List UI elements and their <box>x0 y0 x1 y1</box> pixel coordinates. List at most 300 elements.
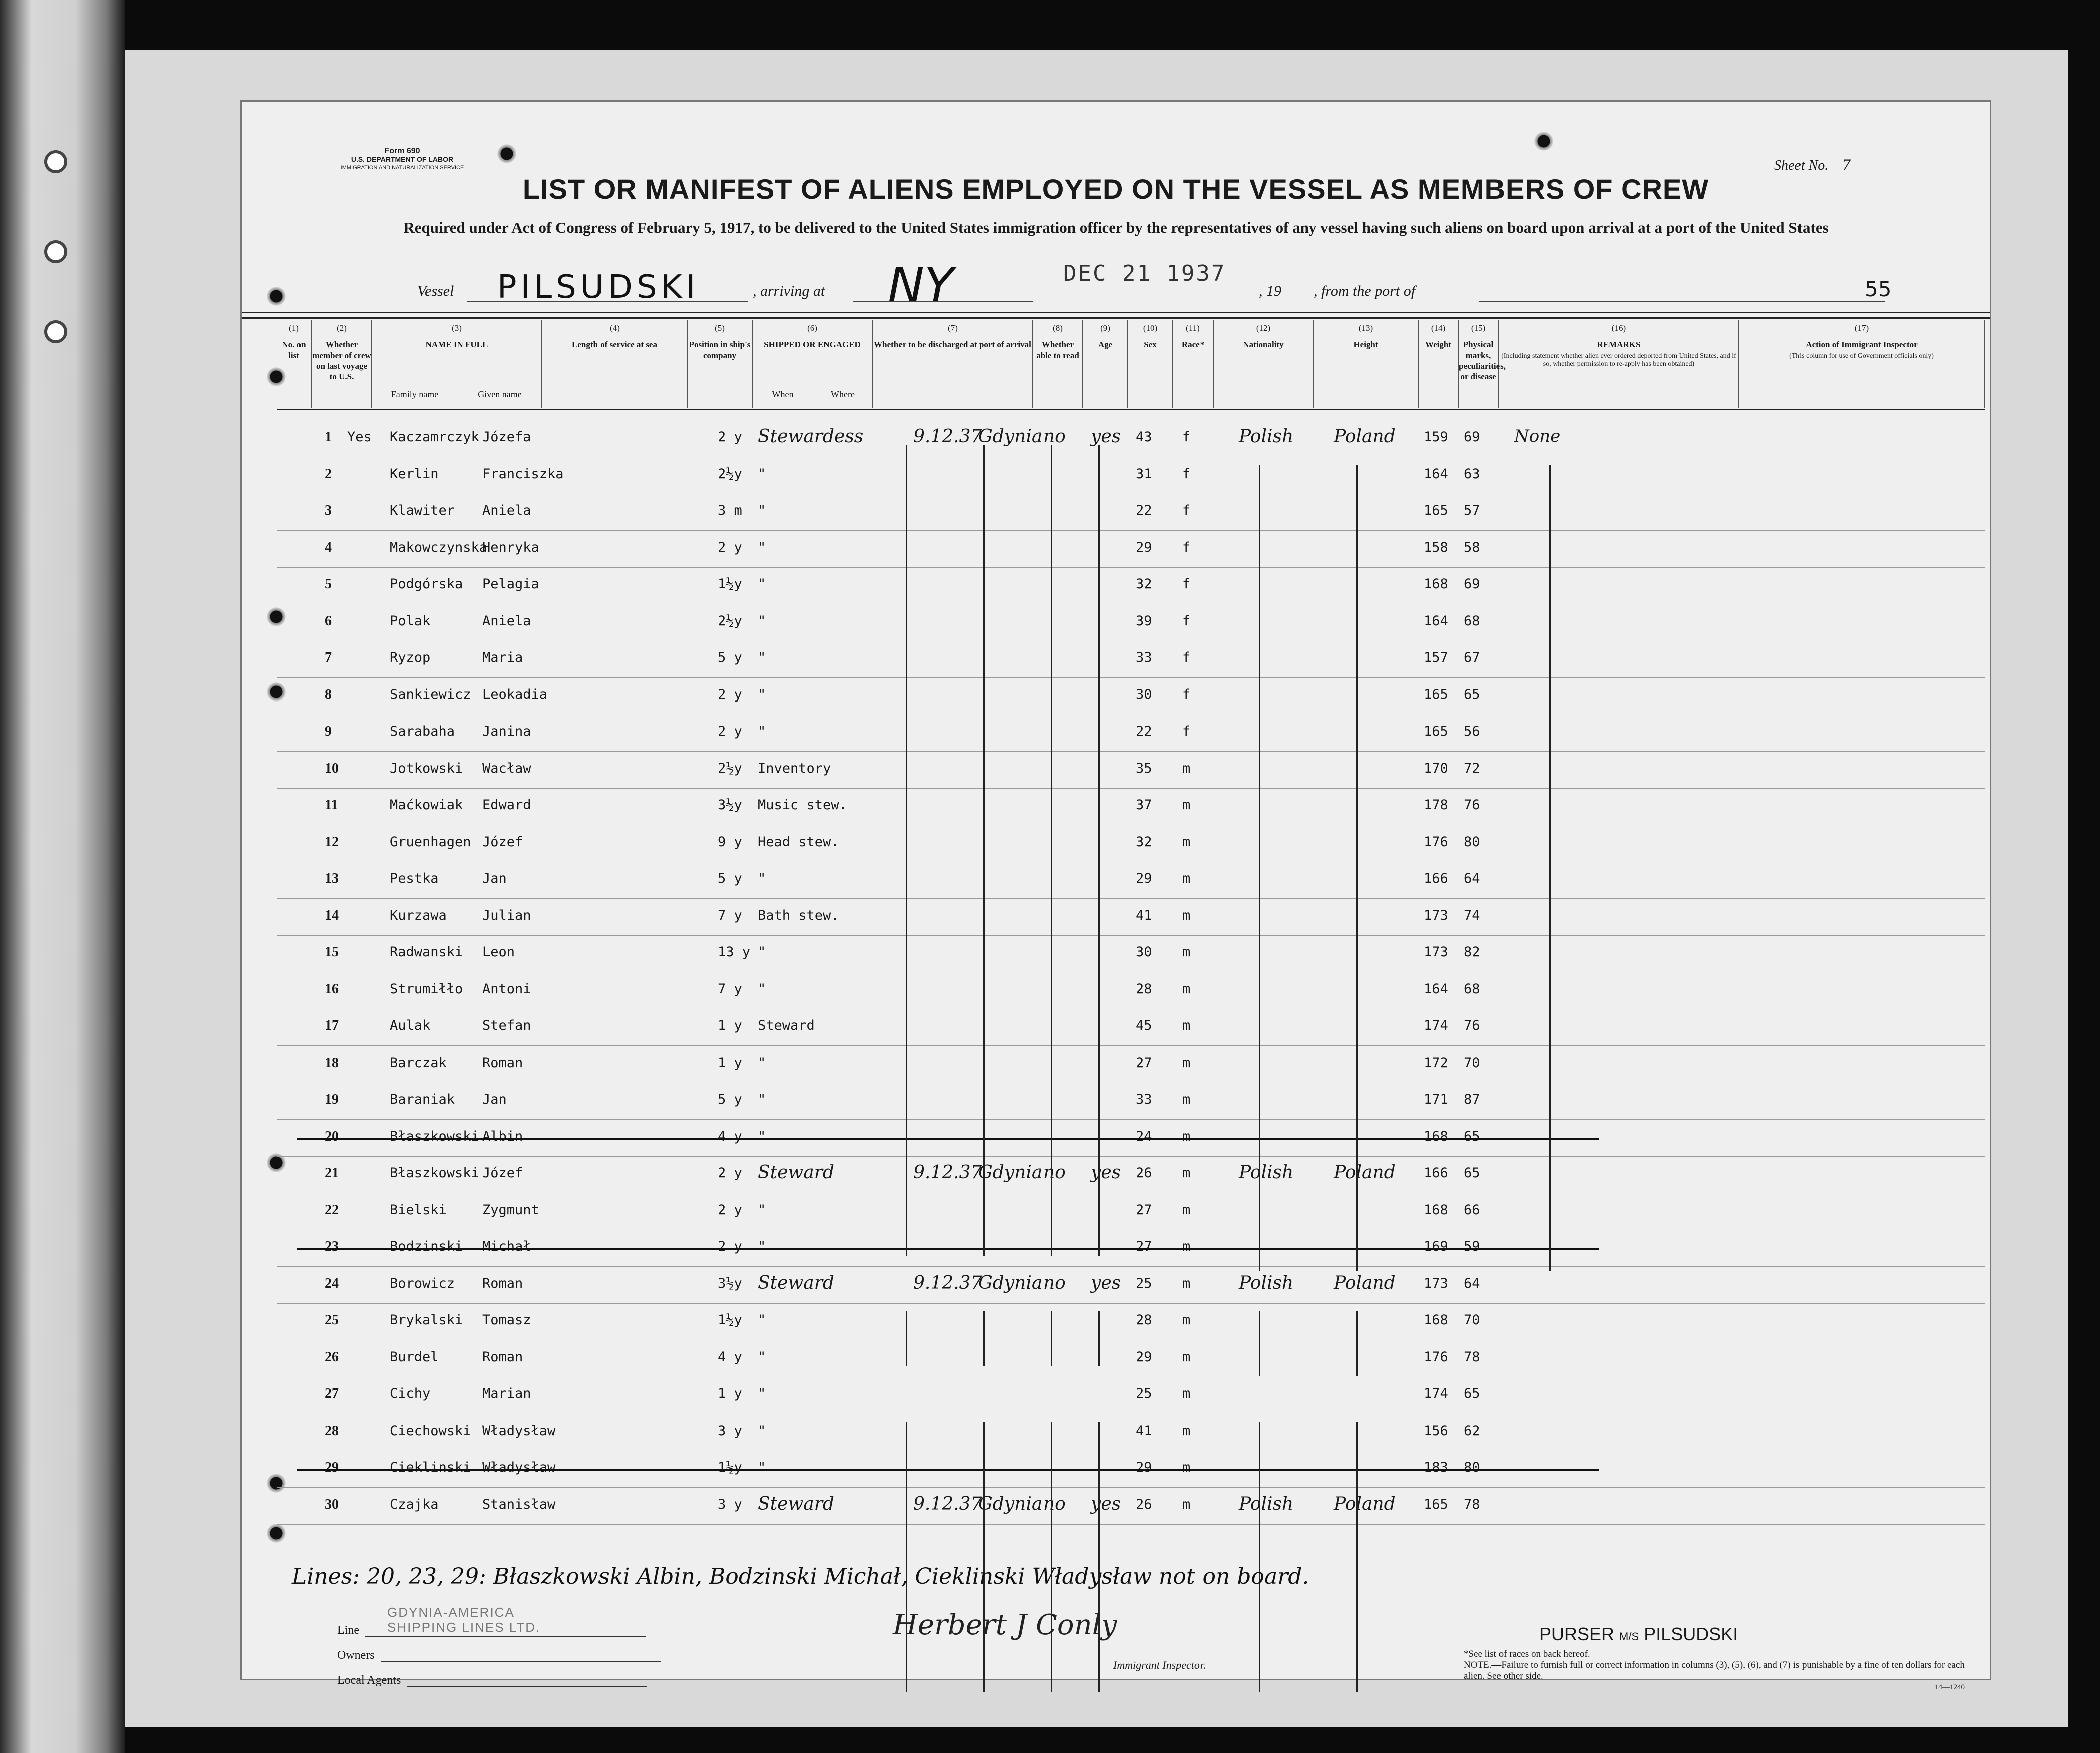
cell-no: 13 <box>325 871 339 886</box>
cell-where: Gdynia <box>978 426 1043 447</box>
column-label: Height <box>1353 340 1378 349</box>
column-label: SHIPPED OR ENGAGED <box>764 340 861 349</box>
cell-given: Marian <box>482 1386 531 1401</box>
cell-sex: f <box>1182 466 1191 482</box>
sheet-number-label: Sheet No. <box>1774 158 1829 173</box>
cell-weight: 72 <box>1464 760 1480 776</box>
column-header <box>1459 320 1506 408</box>
document-subtitle: Required under Act of Congress of February 5, 1917, to be delivered to the United States immigration officer by the representatives of any vessel having such aliens on board upon arrival at a port of the United States <box>403 219 1829 236</box>
table-row <box>277 788 1985 825</box>
cell-height: 183 <box>1424 1460 1448 1475</box>
cell-weight: 80 <box>1464 834 1480 850</box>
cell-given: Aniela <box>482 613 531 629</box>
vessel-label: Vessel <box>417 283 454 299</box>
cell-discharged: no <box>1043 1162 1066 1183</box>
year-label: , 19 <box>1259 283 1281 299</box>
cell-sex: m <box>1182 1239 1191 1254</box>
cell-weight: 87 <box>1464 1092 1480 1107</box>
purser-label: PURSER <box>1539 1624 1615 1644</box>
cell-position: Steward <box>758 1272 834 1293</box>
column-number: (16) <box>1611 323 1626 333</box>
page-count: 55 <box>1865 277 1892 301</box>
cell-age: 31 <box>1136 466 1152 482</box>
binder-hole <box>44 320 67 343</box>
cell-family: Ryzop <box>390 650 431 665</box>
cell-family: Burdel <box>390 1349 439 1365</box>
column-number: (17) <box>1854 323 1869 333</box>
cell-weight: 70 <box>1464 1312 1480 1328</box>
cell-given: Władysław <box>482 1423 556 1439</box>
cell-no: 9 <box>325 724 332 739</box>
cell-weight: 57 <box>1464 503 1480 518</box>
cell-given: Leon <box>482 944 515 960</box>
strikethrough-line <box>297 1138 1599 1140</box>
cell-age: 32 <box>1136 834 1152 850</box>
cell-age: 41 <box>1136 907 1152 923</box>
cell-service: 1 y <box>718 1018 742 1033</box>
penalty-note: NOTE.—Failure to furnish full or correct information in columns (3), (5), (6), and (7) is punishable by a fine of ten dollars for each alien. See other side. <box>1464 1660 1965 1681</box>
cell-family: Podgórska <box>390 576 463 592</box>
cell-given: Jan <box>482 1092 507 1107</box>
cell-weight: 67 <box>1464 650 1480 665</box>
cell-age: 27 <box>1136 1202 1152 1218</box>
cell-race: Polish <box>1239 1493 1294 1514</box>
cell-family: Barczak <box>390 1055 447 1071</box>
table-header-rule <box>277 409 1985 410</box>
cell-weight: 69 <box>1464 429 1480 445</box>
cell-weight: 65 <box>1464 1165 1480 1181</box>
cell-race: Polish <box>1239 1272 1294 1293</box>
cell-no: 4 <box>325 539 332 555</box>
cell-service: 4 y <box>718 1128 742 1144</box>
cell-given: Władysław <box>482 1460 556 1475</box>
cell-sex: m <box>1182 1055 1191 1071</box>
cell-family: Sarabaha <box>390 724 455 739</box>
table-row <box>277 1009 1985 1046</box>
arriving-label: , arriving at <box>753 283 825 299</box>
cell-given: Aniela <box>482 503 531 518</box>
ditto-stroke <box>1051 1422 1052 1692</box>
cell-sex: f <box>1182 613 1191 629</box>
cell-no: 19 <box>325 1092 339 1107</box>
table-row <box>277 1488 1985 1525</box>
line-label: Line <box>337 1624 359 1637</box>
cell-weight: 65 <box>1464 1128 1480 1144</box>
cell-given: Roman <box>482 1275 523 1291</box>
cell-sex: m <box>1182 944 1191 960</box>
company-type: SHIPPING LINES LTD. <box>387 1620 541 1635</box>
cell-position: " <box>758 1128 766 1144</box>
ditto-stroke <box>1356 465 1358 1271</box>
column-header <box>688 320 753 408</box>
ditto-stroke <box>1098 1311 1100 1366</box>
handwritten-not-on-board-note: Lines: 20, 23, 29: Błaszkowski Albin, Bodzinski Michał, Cieklinski Władysław not on board. <box>292 1564 1309 1589</box>
column-number: (6) <box>807 323 817 333</box>
cell-age: 27 <box>1136 1055 1152 1071</box>
column-number: (11) <box>1186 323 1200 333</box>
cell-no: 24 <box>325 1275 339 1291</box>
cell-family: Błaszkowski <box>390 1128 479 1144</box>
cell-no: 11 <box>325 797 338 813</box>
cell-given: Franciszka <box>482 466 564 482</box>
cell-service: 1½y <box>718 576 742 592</box>
column-number: (13) <box>1358 323 1373 333</box>
column-label: Race* <box>1181 340 1205 349</box>
cell-given: Jan <box>482 871 507 886</box>
cell-no: 18 <box>325 1055 339 1071</box>
cell-weight: 68 <box>1464 613 1480 629</box>
column-label: Physical marks, peculiarities, or disease <box>1459 340 1506 381</box>
cell-family: Kerlin <box>390 466 439 482</box>
cell-service: 2½y <box>718 466 742 482</box>
cell-weight: 76 <box>1464 1018 1480 1033</box>
cell-age: 37 <box>1136 797 1152 813</box>
cell-height: 165 <box>1424 686 1448 703</box>
cell-discharged: no <box>1043 426 1066 447</box>
cell-position: Head stew. <box>758 834 839 850</box>
cell-discharged: no <box>1043 1493 1066 1514</box>
vessel-name: PILSUDSKI <box>497 269 700 306</box>
cell-read: yes <box>1091 1162 1121 1183</box>
cell-position: " <box>758 466 766 482</box>
cell-position: " <box>758 576 766 592</box>
cell-when: 9.12.37 <box>913 426 982 447</box>
column-sublabel: Where <box>831 389 855 399</box>
column-number: (8) <box>1053 323 1063 333</box>
cell-position: " <box>758 1055 766 1071</box>
table-row <box>277 972 1985 1009</box>
cell-service: 1 y <box>718 1386 742 1401</box>
cell-family: Bodzinski <box>390 1239 463 1254</box>
cell-no: 5 <box>325 576 332 592</box>
cell-sex: m <box>1182 760 1191 776</box>
cell-service: 5 y <box>718 650 742 665</box>
cell-read: yes <box>1091 1493 1121 1514</box>
column-header <box>1314 320 1419 408</box>
company-name: GDYNIA-AMERICA <box>387 1605 515 1620</box>
cell-given: Józef <box>482 1165 523 1181</box>
cell-no: 29 <box>325 1460 339 1475</box>
ditto-stroke <box>1259 465 1260 1271</box>
cell-where: Gdynia <box>978 1272 1043 1293</box>
cell-height: 158 <box>1424 539 1448 555</box>
cell-service: 1 y <box>718 1055 742 1071</box>
cell-service: 3½y <box>718 1275 742 1291</box>
cell-position: " <box>758 1423 766 1439</box>
cell-family: Błaszkowski <box>390 1165 479 1181</box>
cell-given: Wacław <box>482 760 531 776</box>
cell-sex: m <box>1182 1349 1191 1365</box>
table-row <box>277 1377 1985 1414</box>
cell-no: 6 <box>325 613 332 629</box>
cell-weight: 78 <box>1464 1349 1480 1365</box>
cell-position: " <box>758 503 766 518</box>
cell-given: Stefan <box>482 1018 531 1033</box>
cell-position: " <box>758 871 766 886</box>
ditto-stroke <box>1259 1422 1260 1692</box>
table-row <box>277 604 1985 641</box>
cell-given: Antoni <box>482 981 531 997</box>
inspector-label: Immigrant Inspector. <box>1113 1659 1206 1671</box>
cell-height: 172 <box>1424 1055 1448 1071</box>
ditto-stroke <box>983 1422 985 1692</box>
cell-position: " <box>758 539 766 555</box>
cell-family: Brykalski <box>390 1312 463 1328</box>
cell-height: 164 <box>1424 466 1448 482</box>
column-header <box>277 320 312 408</box>
cell-position: " <box>758 1312 766 1328</box>
cell-weight: 82 <box>1464 944 1480 960</box>
agency-name: U.S. DEPARTMENT OF LABOR <box>351 155 454 163</box>
column-number: (10) <box>1143 323 1158 333</box>
cell-family: Aulak <box>390 1018 431 1033</box>
cell-weight: 66 <box>1464 1202 1480 1218</box>
column-label: Whether to be discharged at port of arrival <box>874 340 1031 349</box>
sheet-number-value: 7 <box>1842 157 1851 173</box>
cell-sex: m <box>1182 907 1191 923</box>
cell-height: 176 <box>1424 1349 1448 1365</box>
form-number: Form 690 <box>384 147 420 155</box>
from-port-rule <box>1479 301 1885 302</box>
table-row <box>277 1156 1985 1193</box>
cell-given: Tomasz <box>482 1312 531 1328</box>
cell-sex: m <box>1182 1165 1191 1181</box>
column-number: (15) <box>1471 323 1486 333</box>
cell-weight: 64 <box>1464 1275 1480 1291</box>
cell-service: 3 y <box>718 1423 742 1439</box>
form-code: 14—1240 <box>1935 1683 1965 1691</box>
cell-service: 1½y <box>718 1460 742 1475</box>
cell-age: 30 <box>1136 686 1152 703</box>
ditto-stroke <box>906 445 907 1256</box>
ditto-stroke <box>906 1311 907 1366</box>
column-number: (3) <box>452 323 462 333</box>
cell-sex: m <box>1182 1092 1191 1107</box>
header-rule <box>242 312 1990 319</box>
cell-age: 32 <box>1136 576 1152 592</box>
table-row <box>277 1230 1985 1267</box>
cell-position: " <box>758 613 766 629</box>
column-label: Length of service at sea <box>572 340 657 349</box>
column-sublabel: When <box>772 389 794 399</box>
cell-age: 35 <box>1136 760 1152 776</box>
cell-given: Pelagia <box>482 576 539 592</box>
strikethrough-line <box>297 1469 1599 1471</box>
agents-label: Local Agents <box>337 1674 401 1687</box>
ditto-stroke <box>1098 1422 1100 1692</box>
table-row <box>277 641 1985 678</box>
column-header <box>542 320 688 408</box>
column-header <box>1083 320 1128 408</box>
cell-age: 29 <box>1136 539 1152 555</box>
table-row <box>277 715 1985 752</box>
ditto-stroke <box>1356 1311 1358 1376</box>
cell-age: 26 <box>1136 1165 1152 1181</box>
cell-sex: m <box>1182 1128 1191 1144</box>
table-row <box>277 1083 1985 1120</box>
table-row <box>277 1267 1985 1304</box>
column-label: Nationality <box>1243 340 1284 349</box>
cell-sex: m <box>1182 1018 1191 1033</box>
from-port-label: , from the port of <box>1314 283 1416 299</box>
table-row <box>277 494 1985 531</box>
cell-given: Zygmunt <box>482 1202 539 1218</box>
cell-weight: 80 <box>1464 1460 1480 1475</box>
cell-position: " <box>758 944 766 960</box>
cell-given: Henryka <box>482 539 539 555</box>
cell-service: 4 y <box>718 1349 742 1365</box>
cell-no: 26 <box>325 1349 339 1365</box>
column-header <box>1214 320 1314 408</box>
cell-no: 15 <box>325 944 339 960</box>
cell-weight: 74 <box>1464 907 1480 923</box>
table-row <box>277 420 1985 457</box>
column-header <box>1173 320 1214 408</box>
table-row <box>277 1303 1985 1340</box>
cell-family: Czajka <box>390 1496 439 1512</box>
cell-family: Sankiewicz <box>390 686 471 703</box>
cell-no: 21 <box>325 1165 339 1181</box>
cell-no: 12 <box>325 834 339 850</box>
cell-no: 14 <box>325 907 339 923</box>
cell-service: 7 y <box>718 907 742 923</box>
cell-height: 165 <box>1424 503 1448 518</box>
cell-height: 171 <box>1424 1092 1448 1107</box>
cell-sex: m <box>1182 1386 1191 1401</box>
strikethrough-line <box>297 1248 1599 1250</box>
cell-prev: Yes <box>347 429 372 445</box>
cell-height: 173 <box>1424 944 1448 960</box>
cell-given: Julian <box>482 907 531 923</box>
column-sublabel: Family name <box>391 389 439 399</box>
cell-nationality: Poland <box>1334 1162 1396 1183</box>
cell-position: " <box>758 724 766 739</box>
cell-no: 22 <box>325 1202 339 1218</box>
column-sublabel: (Including statement whether alien ever ordered deported from United States, and if so, whether permission to re-apply has been obtained) <box>1501 352 1736 368</box>
cell-height: 159 <box>1424 429 1448 445</box>
cell-marks: None <box>1514 426 1561 446</box>
cell-position: " <box>758 650 766 665</box>
cell-no: 23 <box>325 1239 339 1254</box>
cell-where: Gdynia <box>978 1493 1043 1514</box>
table-row <box>277 531 1985 568</box>
cell-no: 20 <box>325 1128 339 1144</box>
cell-discharged: no <box>1043 1272 1066 1293</box>
column-number: (4) <box>610 323 620 333</box>
cell-given: Albin <box>482 1128 523 1144</box>
cell-read: yes <box>1091 1272 1121 1293</box>
cell-position: " <box>758 981 766 997</box>
cell-height: 176 <box>1424 834 1448 850</box>
cell-height: 173 <box>1424 1275 1448 1291</box>
binder-hole <box>44 150 67 173</box>
cell-position: Steward <box>758 1018 815 1033</box>
vessel-name-rule <box>467 301 748 302</box>
cell-age: 29 <box>1136 871 1152 886</box>
cell-service: 3 y <box>718 1496 742 1512</box>
cell-service: 2 y <box>718 539 742 555</box>
cell-service: 2 y <box>718 1202 742 1218</box>
binder-ring <box>1534 132 1553 151</box>
column-header <box>1499 320 1739 408</box>
column-sublabel: Given name <box>478 389 522 399</box>
cell-no: 7 <box>325 650 332 665</box>
cell-height: 169 <box>1424 1239 1448 1254</box>
cell-when: 9.12.37 <box>913 1162 982 1183</box>
column-number: (5) <box>715 323 725 333</box>
column-header <box>312 320 372 408</box>
fine-print <box>1464 1649 1965 1693</box>
purser-ship: PILSUDSKI <box>1644 1624 1738 1644</box>
owners-label: Owners <box>337 1649 375 1662</box>
ditto-stroke <box>1259 1311 1260 1376</box>
arriving-rule <box>853 301 1033 302</box>
cell-family: Makowczynska <box>390 539 488 555</box>
form-identifier <box>302 147 502 172</box>
cell-nationality: Poland <box>1334 1272 1396 1293</box>
column-label: Whether member of crew on last voyage to U.S. <box>312 340 371 381</box>
column-number: (1) <box>289 323 299 333</box>
cell-family: Klawiter <box>390 503 455 518</box>
race-note: *See list of races on back hereof. <box>1464 1649 1590 1659</box>
cell-read: yes <box>1091 426 1121 447</box>
column-header <box>1033 320 1083 408</box>
arriving-port: NY <box>888 258 954 314</box>
cell-age: 27 <box>1136 1239 1152 1254</box>
table-row <box>277 862 1985 899</box>
cell-sex: m <box>1182 797 1191 813</box>
cell-sex: f <box>1182 686 1191 703</box>
cell-no: 17 <box>325 1018 339 1033</box>
cell-family: Polak <box>390 613 431 629</box>
cell-weight: 69 <box>1464 576 1480 592</box>
cell-sex: m <box>1182 981 1191 997</box>
ditto-stroke <box>1051 445 1052 1256</box>
cell-position: Inventory <box>758 760 831 776</box>
cell-height: 166 <box>1424 871 1448 886</box>
cell-height: 174 <box>1424 1386 1448 1401</box>
cell-no: 30 <box>325 1496 339 1512</box>
cell-age: 45 <box>1136 1018 1152 1033</box>
cell-service: 2 y <box>718 1239 742 1254</box>
cell-family: Baraniak <box>390 1092 455 1107</box>
ditto-stroke <box>1051 1311 1052 1366</box>
cell-height: 166 <box>1424 1165 1448 1181</box>
cell-position: Stewardess <box>758 426 864 447</box>
cell-height: 173 <box>1424 907 1448 923</box>
cell-when: 9.12.37 <box>913 1493 982 1514</box>
cell-race: Polish <box>1239 426 1294 447</box>
cell-where: Gdynia <box>978 1162 1043 1183</box>
table-row <box>277 1414 1985 1451</box>
cell-sex: f <box>1182 503 1191 518</box>
cell-given: Maria <box>482 650 523 665</box>
cell-no: 27 <box>325 1386 339 1401</box>
cell-weight: 76 <box>1464 797 1480 813</box>
date-stamp: DEC 21 1937 <box>1063 261 1226 286</box>
cell-age: 30 <box>1136 944 1152 960</box>
cell-service: 3 m <box>718 503 742 518</box>
cell-service: 2 y <box>718 1165 742 1181</box>
cell-position: Steward <box>758 1162 834 1183</box>
cell-height: 156 <box>1424 1423 1448 1439</box>
cell-weight: 58 <box>1464 539 1480 555</box>
cell-nationality: Poland <box>1334 426 1396 447</box>
cell-age: 39 <box>1136 613 1152 629</box>
cell-given: Janina <box>482 724 531 739</box>
cell-sex: f <box>1182 429 1191 445</box>
cell-sex: f <box>1182 650 1191 665</box>
